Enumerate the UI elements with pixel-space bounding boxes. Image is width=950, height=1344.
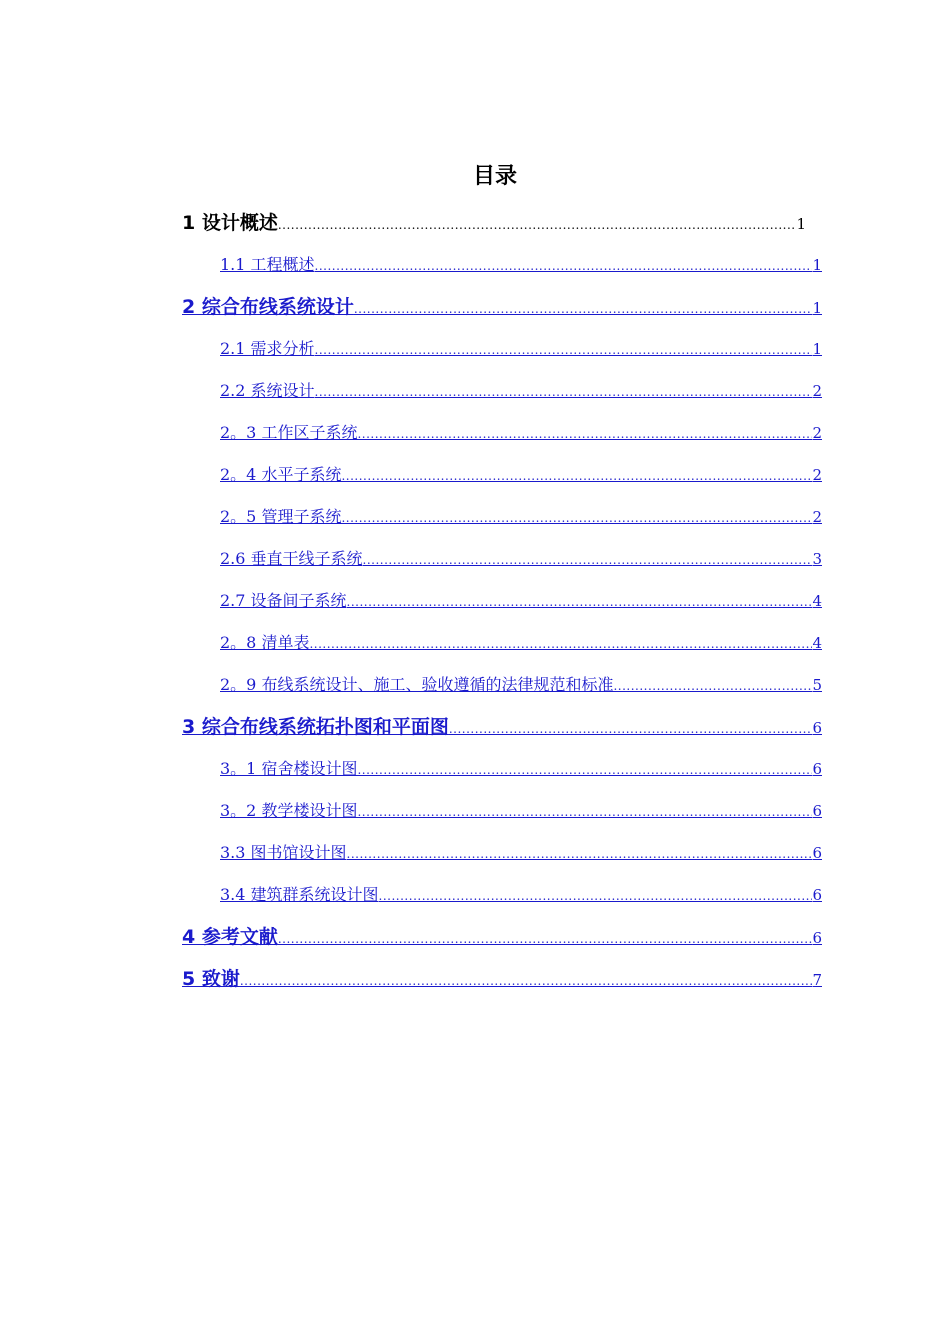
toc-link-2-1[interactable]: [182, 328, 822, 370]
toc-leader-dots: [240, 960, 813, 1002]
toc-link-1-1[interactable]: [182, 244, 822, 286]
toc-leader-dots: [449, 708, 813, 750]
table-of-contents: [182, 202, 822, 1000]
toc-page-number: 6: [812, 929, 822, 947]
toc-page-number: 6: [812, 760, 822, 778]
toc-leader-dots: [379, 875, 813, 917]
toc-page-number: 6: [812, 886, 822, 904]
toc-page-number: 6: [812, 802, 822, 820]
toc-page-number: 1: [812, 256, 822, 274]
toc-leader-dots: [309, 623, 812, 665]
page-title: 目录: [472, 164, 517, 189]
toc-link-2-2[interactable]: [182, 370, 822, 412]
toc-link-3-2[interactable]: [182, 790, 822, 832]
toc-leader-dots: [357, 413, 812, 455]
toc-entry-label: 3。2 教学楼设计图: [220, 801, 358, 820]
toc-entry-label: 2 综合布线系统设计: [182, 296, 354, 318]
toc-entry-label: 1.1 工程概述: [220, 255, 315, 274]
toc-page-number: 1: [812, 299, 822, 317]
toc-leader-dots: [315, 329, 813, 371]
toc-page-number: 1: [812, 340, 822, 358]
toc-link-2-8[interactable]: [182, 622, 822, 664]
toc-link-3-3[interactable]: [182, 832, 822, 874]
toc-leader-dots: [357, 791, 812, 833]
toc-page-number: 2: [812, 424, 822, 442]
toc-entry-label: 3 综合布线系统拓扑图和平面图: [182, 716, 449, 738]
toc-page-number: 4: [812, 592, 822, 610]
toc-link-2-6[interactable]: [182, 538, 822, 580]
toc-leader-dots: [315, 245, 813, 287]
toc-link-2-4[interactable]: [182, 454, 822, 496]
toc-page-number: 3: [812, 550, 822, 568]
toc-entry-label: 2。4 水平子系统: [220, 465, 342, 484]
toc-link-3-1[interactable]: [182, 748, 822, 790]
toc-leader-dots: [341, 455, 812, 497]
toc-page-number: 2: [812, 466, 822, 484]
toc-leader-dots: [278, 204, 797, 246]
toc-leader-dots: [354, 288, 813, 330]
toc-entry-label: 3.4 建筑群系统设计图: [220, 885, 379, 904]
toc-entry-label: 1 设计概述: [182, 212, 278, 234]
toc-page-number: 6: [812, 719, 822, 737]
toc-leader-dots: [347, 581, 813, 623]
toc-page-number: 2: [812, 382, 822, 400]
toc-link-5[interactable]: [182, 958, 822, 1000]
toc-leader-dots: [613, 665, 812, 707]
toc-page-number: 1: [796, 215, 806, 233]
toc-entry-label: 2.1 需求分析: [220, 339, 315, 358]
toc-link-3-4[interactable]: [182, 874, 822, 916]
toc-entry-label: 2。5 管理子系统: [220, 507, 342, 526]
toc-leader-dots: [315, 371, 813, 413]
toc-page-number: 6: [812, 844, 822, 862]
toc-link-2-9[interactable]: [182, 664, 822, 706]
toc-link-2-7[interactable]: [182, 580, 822, 622]
toc-entry-label: 2.6 垂直干线子系统: [220, 549, 363, 568]
toc-leader-dots: [363, 539, 813, 581]
toc-entry-label: 2。8 清单表: [220, 633, 310, 652]
toc-entry-label: 3.3 图书馆设计图: [220, 843, 347, 862]
toc-leader-dots: [341, 497, 812, 539]
toc-entry-label: 2.2 系统设计: [220, 381, 315, 400]
toc-entry-1: [182, 202, 806, 244]
toc-page-number: 2: [812, 508, 822, 526]
toc-link-3[interactable]: [182, 706, 822, 748]
toc-page-number: 5: [812, 676, 822, 694]
toc-entry-label: 2.7 设备间子系统: [220, 591, 347, 610]
toc-page-number: 4: [812, 634, 822, 652]
toc-entry-label: 3。1 宿舍楼设计图: [220, 759, 358, 778]
toc-entry-label: 2。3 工作区子系统: [220, 423, 358, 442]
toc-entry-label: 4 参考文献: [182, 926, 278, 948]
toc-entry-label: 5 致谢: [182, 968, 240, 990]
toc-leader-dots: [347, 833, 813, 875]
toc-link-2-3[interactable]: [182, 412, 822, 454]
toc-leader-dots: [357, 749, 812, 791]
toc-entry-label: 2。9 布线系统设计、施工、验收遵循的法律规范和标准: [220, 675, 614, 694]
toc-link-4[interactable]: [182, 916, 822, 958]
toc-page-number: 7: [812, 971, 822, 989]
toc-link-2[interactable]: [182, 286, 822, 328]
toc-leader-dots: [278, 918, 813, 960]
toc-link-2-5[interactable]: [182, 496, 822, 538]
